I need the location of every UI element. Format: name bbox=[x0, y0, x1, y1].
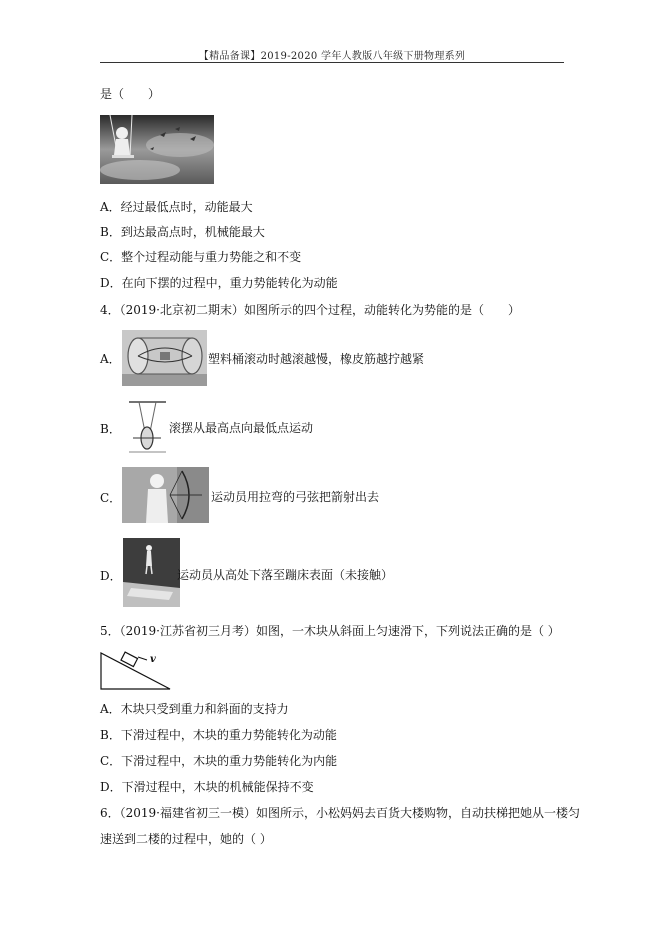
q6-stem-line-1: 6．（2019·福建省初三一模）如图所示，小松妈妈去百货大楼购物，自动扶梯把她从一楼匀 bbox=[100, 806, 580, 820]
q4-option-c-letter: C． bbox=[100, 491, 122, 505]
trampoline-photo bbox=[123, 538, 180, 607]
q5-option-c: C．下滑过程中，木块的重力势能转化为内能 bbox=[100, 754, 338, 768]
q5-option-a: A．木块只受到重力和斜面的支持力 bbox=[100, 702, 289, 716]
q3-option-b: B．到达最高点时，机械能最大 bbox=[100, 225, 265, 239]
q4-option-a-text: 塑料桶滚动时越滚越慢，橡皮筋越拧越紧 bbox=[208, 352, 425, 366]
q3-option-d: D．在向下摆的过程中，重力势能转化为动能 bbox=[100, 276, 338, 290]
barrel-photo bbox=[122, 330, 207, 386]
page-header: 【精品备课】2019-2020 学年人教版八年级下册物理系列 bbox=[198, 51, 466, 62]
q5-stem: 5．（2019·江苏省初三月考）如图，一木块从斜面上匀速滑下，下列说法正确的是（ ） bbox=[100, 624, 560, 638]
maxwell-pendulum-photo bbox=[125, 398, 170, 454]
q4-stem: 4．（2019·北京初二期末）如图所示的四个过程，动能转化为势能的是（ ） bbox=[100, 303, 520, 317]
q3-option-a: A．经过最低点时，动能最大 bbox=[100, 200, 253, 214]
q4-option-c-text: 运动员用拉弯的弓弦把箭射出去 bbox=[211, 490, 380, 504]
incline-diagram bbox=[100, 645, 172, 690]
q5-option-d: D．下滑过程中，木块的机械能保持不变 bbox=[100, 780, 314, 794]
q3-stem-tail: 是（ ） bbox=[100, 87, 161, 101]
q4-option-b-text: 滚摆从最高点向最低点运动 bbox=[169, 421, 314, 435]
archer-photo bbox=[122, 467, 209, 523]
header-rule bbox=[100, 62, 564, 63]
velocity-label: v bbox=[150, 654, 156, 665]
q5-option-b: B．下滑过程中，木块的重力势能转化为动能 bbox=[100, 728, 337, 742]
swing-photo bbox=[100, 115, 214, 184]
q6-stem-line-2: 速送到二楼的过程中，她的（ ） bbox=[100, 832, 272, 846]
q4-option-d-letter: D． bbox=[100, 569, 122, 583]
q4-option-a-letter: A． bbox=[100, 352, 121, 366]
q4-option-d-text: 运动员从高处下落至蹦床表面（未接触） bbox=[177, 568, 394, 582]
q4-option-b-letter: B． bbox=[100, 422, 121, 436]
q3-option-c: C．整个过程动能与重力势能之和不变 bbox=[100, 250, 302, 264]
